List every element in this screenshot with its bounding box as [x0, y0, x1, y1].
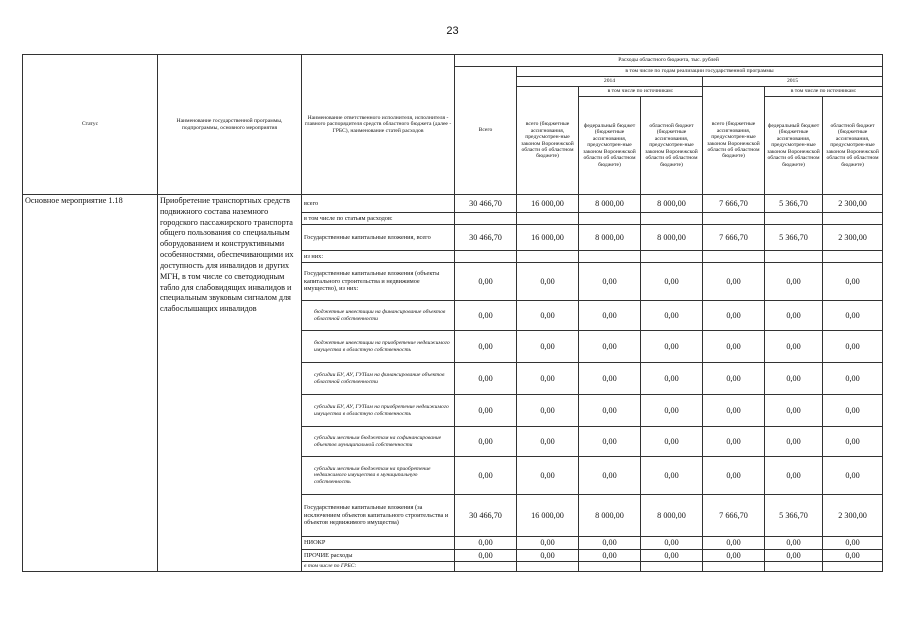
value-cell: 0,00	[765, 549, 823, 562]
row-label: бюджетные инвестиции на финансирование объектов областной собственности	[302, 301, 455, 331]
row-label: всего	[302, 195, 455, 213]
value-cell: 0,00	[823, 363, 883, 395]
row-label: в том числе по статьям расходов:	[302, 213, 455, 225]
value-cell: 8 000,00	[579, 495, 641, 537]
value-cell: 0,00	[455, 457, 517, 495]
value-cell: 5 366,70	[765, 195, 823, 213]
header-total: Всего	[455, 67, 517, 195]
value-cell: 0,00	[765, 363, 823, 395]
value-cell: 0,00	[641, 263, 703, 301]
value-cell: 0,00	[641, 549, 703, 562]
header-expenses-title: Расходы областного бюджета, тыс. рублей	[455, 55, 883, 67]
value-cell	[517, 213, 579, 225]
header-by-sources-2015: в том числе по источникам:	[765, 87, 883, 97]
value-cell: 0,00	[579, 537, 641, 550]
row-label: Государственные капитальные вложения (объекты капитального строительства и недвижимое имущество), из них:	[302, 263, 455, 301]
value-cell: 0,00	[641, 457, 703, 495]
value-cell: 0,00	[641, 363, 703, 395]
value-cell	[823, 251, 883, 263]
value-cell	[765, 213, 823, 225]
value-cell	[579, 562, 641, 572]
value-cell	[765, 251, 823, 263]
header-by-sources-2014: в том числе по источникам:	[579, 87, 703, 97]
value-cell: 2 300,00	[823, 225, 883, 251]
value-cell: 8 000,00	[641, 225, 703, 251]
value-cell	[641, 562, 703, 572]
value-cell: 0,00	[517, 301, 579, 331]
value-cell: 0,00	[823, 537, 883, 550]
value-cell: 0,00	[823, 331, 883, 363]
value-cell	[765, 562, 823, 572]
value-cell: 0,00	[455, 427, 517, 457]
value-cell: 16 000,00	[517, 225, 579, 251]
value-cell: 0,00	[765, 301, 823, 331]
value-cell: 0,00	[703, 457, 765, 495]
value-cell: 0,00	[765, 457, 823, 495]
value-cell: 0,00	[641, 331, 703, 363]
value-cell: 0,00	[455, 263, 517, 301]
value-cell: 0,00	[641, 537, 703, 550]
value-cell: 0,00	[703, 427, 765, 457]
value-cell	[579, 251, 641, 263]
header-regional-2015: областной бюджет (бюджетные ассигнования, предусмотрен-ные законом Воронежской области об областном бюджете)	[823, 97, 883, 195]
activity-status: Основное мероприятие 1.18	[23, 195, 158, 572]
value-cell: 0,00	[579, 363, 641, 395]
value-cell: 0,00	[579, 457, 641, 495]
header-year-2014: 2014	[517, 77, 703, 87]
value-cell: 8 000,00	[641, 495, 703, 537]
row-label: из них:	[302, 251, 455, 263]
value-cell: 0,00	[765, 537, 823, 550]
header-year-2015: 2015	[703, 77, 883, 87]
value-cell: 0,00	[823, 301, 883, 331]
value-cell: 0,00	[579, 427, 641, 457]
value-cell: 30 466,70	[455, 495, 517, 537]
value-cell: 0,00	[579, 331, 641, 363]
value-cell	[455, 213, 517, 225]
value-cell: 0,00	[765, 395, 823, 427]
value-cell: 8 000,00	[579, 225, 641, 251]
header-regional-2014: областной бюджет (бюджетные ассигнования, предусмотрен-ные законом Воронежской области об областном бюджете)	[641, 97, 703, 195]
value-cell	[579, 213, 641, 225]
activity-name: Приобретение транспортных средств подвижного состава наземного городского пассажирского транспорта общего пользования со специальным оборудованием и конструктивными особенностями, обеспечивающими их доступность для инвалидов и других МГН, в том числе со светодиодным табло для слабовидящих инвалидов и специальным звуковым сигналом для слабослышащих инвалидов	[158, 195, 302, 572]
value-cell	[823, 562, 883, 572]
value-cell: 0,00	[579, 301, 641, 331]
row-label: субсидии БУ, АУ, ГУПам на приобретение недвижимого имущества в областную собственность	[302, 395, 455, 427]
value-cell: 30 466,70	[455, 195, 517, 213]
value-cell: 0,00	[517, 263, 579, 301]
value-cell: 0,00	[703, 395, 765, 427]
value-cell: 0,00	[517, 549, 579, 562]
value-cell: 0,00	[455, 331, 517, 363]
value-cell: 7 666,70	[703, 195, 765, 213]
value-cell: 7 666,70	[703, 495, 765, 537]
value-cell: 0,00	[517, 395, 579, 427]
value-cell: 2 300,00	[823, 195, 883, 213]
value-cell	[641, 213, 703, 225]
row-label: ПРОЧИЕ расходы	[302, 549, 455, 562]
value-cell	[641, 251, 703, 263]
value-cell	[703, 213, 765, 225]
header-federal-2014: федеральный бюджет (бюджетные ассигнования, предусмотрен-ные законом Воронежской области об областном бюджете)	[579, 97, 641, 195]
value-cell: 0,00	[579, 395, 641, 427]
value-cell: 5 366,70	[765, 225, 823, 251]
value-cell	[517, 562, 579, 572]
value-cell: 0,00	[455, 537, 517, 550]
value-cell: 0,00	[517, 457, 579, 495]
value-cell: 0,00	[703, 537, 765, 550]
value-cell: 0,00	[765, 427, 823, 457]
value-cell: 0,00	[823, 457, 883, 495]
page-number: 23	[446, 25, 459, 37]
value-cell	[703, 251, 765, 263]
value-cell: 7 666,70	[703, 225, 765, 251]
table-row	[23, 195, 883, 213]
value-cell: 0,00	[703, 331, 765, 363]
value-cell: 30 466,70	[455, 225, 517, 251]
row-label: субсидии БУ, АУ, ГУПам на финансирование объектов областной собственности	[302, 363, 455, 395]
row-label: Государственные капитальные вложения, всего	[302, 225, 455, 251]
row-label: НИОКР	[302, 537, 455, 550]
value-cell	[823, 213, 883, 225]
value-cell: 2 300,00	[823, 495, 883, 537]
row-label: субсидии местным бюджетам на софинансирование объектов муниципальной собственности	[302, 427, 455, 457]
row-label: Государственные капитальные вложения (за исключением объектов капитального строительства и объектов недвижимого имущества)	[302, 495, 455, 537]
value-cell: 0,00	[765, 263, 823, 301]
header-total-2015: всего (бюджетные ассигнования, предусмотрен-ные законом Воронежской области об областном бюджете)	[703, 87, 765, 195]
value-cell: 0,00	[823, 549, 883, 562]
value-cell: 0,00	[823, 263, 883, 301]
value-cell: 0,00	[455, 363, 517, 395]
value-cell: 0,00	[823, 427, 883, 457]
value-cell: 0,00	[765, 331, 823, 363]
value-cell: 0,00	[455, 549, 517, 562]
row-label: субсидии местным бюджетам на приобретение недвижимого имущества в муниципальную собственность	[302, 457, 455, 495]
budget-table	[22, 54, 883, 572]
header-by-years: в том числе по годам реализации государственной программы	[517, 67, 883, 77]
header-program-name: Наименование государственной программы, подпрограммы, основного мероприятия	[158, 55, 302, 195]
value-cell: 0,00	[703, 263, 765, 301]
value-cell: 0,00	[641, 427, 703, 457]
value-cell: 0,00	[517, 537, 579, 550]
value-cell: 0,00	[517, 363, 579, 395]
value-cell: 0,00	[703, 301, 765, 331]
header-status: Статус	[23, 55, 158, 195]
row-label: бюджетные инвестиции на приобретение недвижимого имущества в областную собственность	[302, 331, 455, 363]
header-responsible: Наименование ответственного исполнителя, исполнителя - главного распорядителя средств областного бюджета (далее - ГРБС), наименование статей расходов	[302, 55, 455, 195]
value-cell: 0,00	[517, 331, 579, 363]
value-cell: 0,00	[579, 549, 641, 562]
value-cell	[455, 251, 517, 263]
value-cell: 0,00	[823, 395, 883, 427]
value-cell: 16 000,00	[517, 195, 579, 213]
value-cell: 0,00	[641, 395, 703, 427]
value-cell: 8 000,00	[579, 195, 641, 213]
value-cell: 0,00	[455, 395, 517, 427]
value-cell: 0,00	[703, 549, 765, 562]
value-cell: 8 000,00	[641, 195, 703, 213]
value-cell	[703, 562, 765, 572]
header-federal-2015: федеральный бюджет (бюджетные ассигнования, предусмотрен-ные законом Воронежской области об областном бюджете)	[765, 97, 823, 195]
value-cell: 16 000,00	[517, 495, 579, 537]
row-label: в том числе по ГРБС:	[302, 562, 455, 572]
value-cell: 0,00	[703, 363, 765, 395]
value-cell: 5 366,70	[765, 495, 823, 537]
value-cell	[455, 562, 517, 572]
value-cell: 0,00	[517, 427, 579, 457]
value-cell: 0,00	[455, 301, 517, 331]
value-cell: 0,00	[579, 263, 641, 301]
value-cell	[517, 251, 579, 263]
value-cell: 0,00	[641, 301, 703, 331]
header-total-2014: всего (бюджетные ассигнования, предусмотрен-ные законом Воронежской области об областном бюджете)	[517, 87, 579, 195]
